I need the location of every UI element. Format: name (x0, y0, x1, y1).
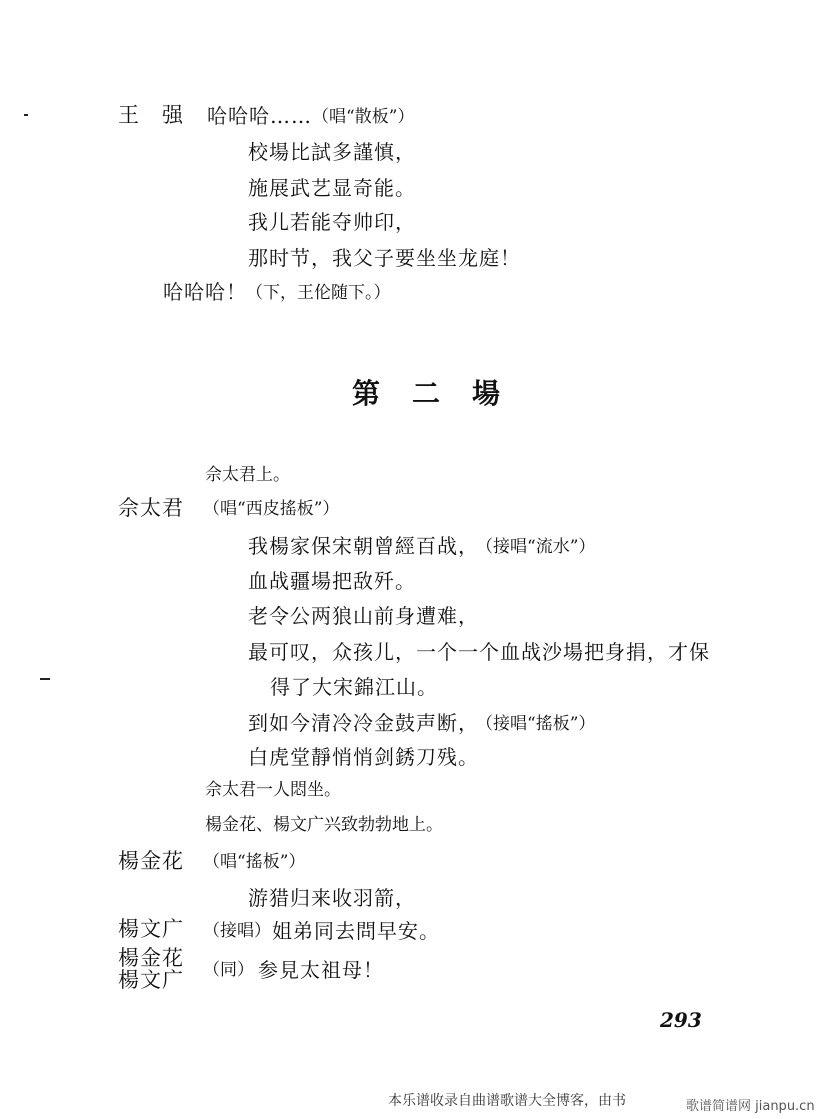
speaker-she-taijun: 佘太君 (118, 496, 184, 520)
scan-mark (24, 114, 28, 116)
watermark: 歌谱简谱网 jianpu.cn (686, 1099, 815, 1114)
stage-direction: （同） (203, 960, 254, 980)
footer-text: 本乐谱收录自曲谱歌谱大全博客，由书 (388, 1093, 626, 1109)
speaker-wang-qiang: 王 强 (118, 103, 184, 127)
stage-direction: （唱“散板”） (312, 107, 415, 127)
verse-line: 白虎堂靜悄悄剑銹刀残。 (248, 745, 479, 769)
verse-line: 最可叹，众孩儿，一个一个血战沙場把身捐，才保 (248, 640, 710, 664)
speaker-yang-jinhua: 楊金花 (118, 849, 184, 873)
stage-direction: （接唱“搖板”） (476, 714, 596, 734)
stage-direction: （唱“搖板”） (203, 852, 306, 872)
page-number: 293 (660, 1008, 702, 1032)
stage-direction: 楊金花、楊文广兴致勃勃地上。 (205, 815, 443, 835)
exit-direction: （下，王伦随下。） (246, 283, 391, 303)
line-laugh-2: 哈哈哈！ (163, 280, 247, 304)
scene-title: 第 二 場 (352, 377, 503, 410)
verse-line: 老令公两狼山前身遭难， (248, 604, 479, 628)
stage-direction: 佘太君上。 (205, 465, 290, 485)
verse-line: 参見太祖母！ (258, 958, 384, 982)
speaker-yang-wenguang-2: 楊文广 (118, 968, 184, 992)
stage-direction: 佘太君一人悶坐。 (205, 780, 341, 800)
verse-line: 到如今清冷冷金鼓声断， (248, 711, 479, 735)
verse-line: 姐弟同去問早安。 (272, 919, 440, 943)
verse-line: 我儿若能夺帅印， (248, 210, 416, 234)
verse-line: 那时节，我父子要坐坐龙庭！ (248, 246, 521, 270)
verse-line: 施展武艺显奇能。 (248, 176, 416, 200)
scan-mark (40, 678, 50, 680)
verse-line: 血战疆場把敌歼。 (248, 569, 416, 593)
verse-line: 得了大宋錦江山。 (270, 675, 438, 699)
verse-line: 我楊家保宋朝曾經百战， (248, 534, 479, 558)
verse-line: 校場比試多謹慎， (248, 140, 416, 164)
stage-direction: （接唱） (203, 921, 271, 941)
line-laugh: 哈哈哈…… (207, 104, 312, 128)
speaker-yang-wenguang: 楊文广 (118, 917, 184, 941)
verse-line: 游猎归来收羽箭， (248, 886, 416, 910)
stage-direction: （唱“西皮搖板”） (203, 499, 340, 519)
speaker-yang-jinhua-2: 楊金花 (118, 946, 184, 970)
stage-direction: （接唱“流水”） (476, 537, 596, 557)
